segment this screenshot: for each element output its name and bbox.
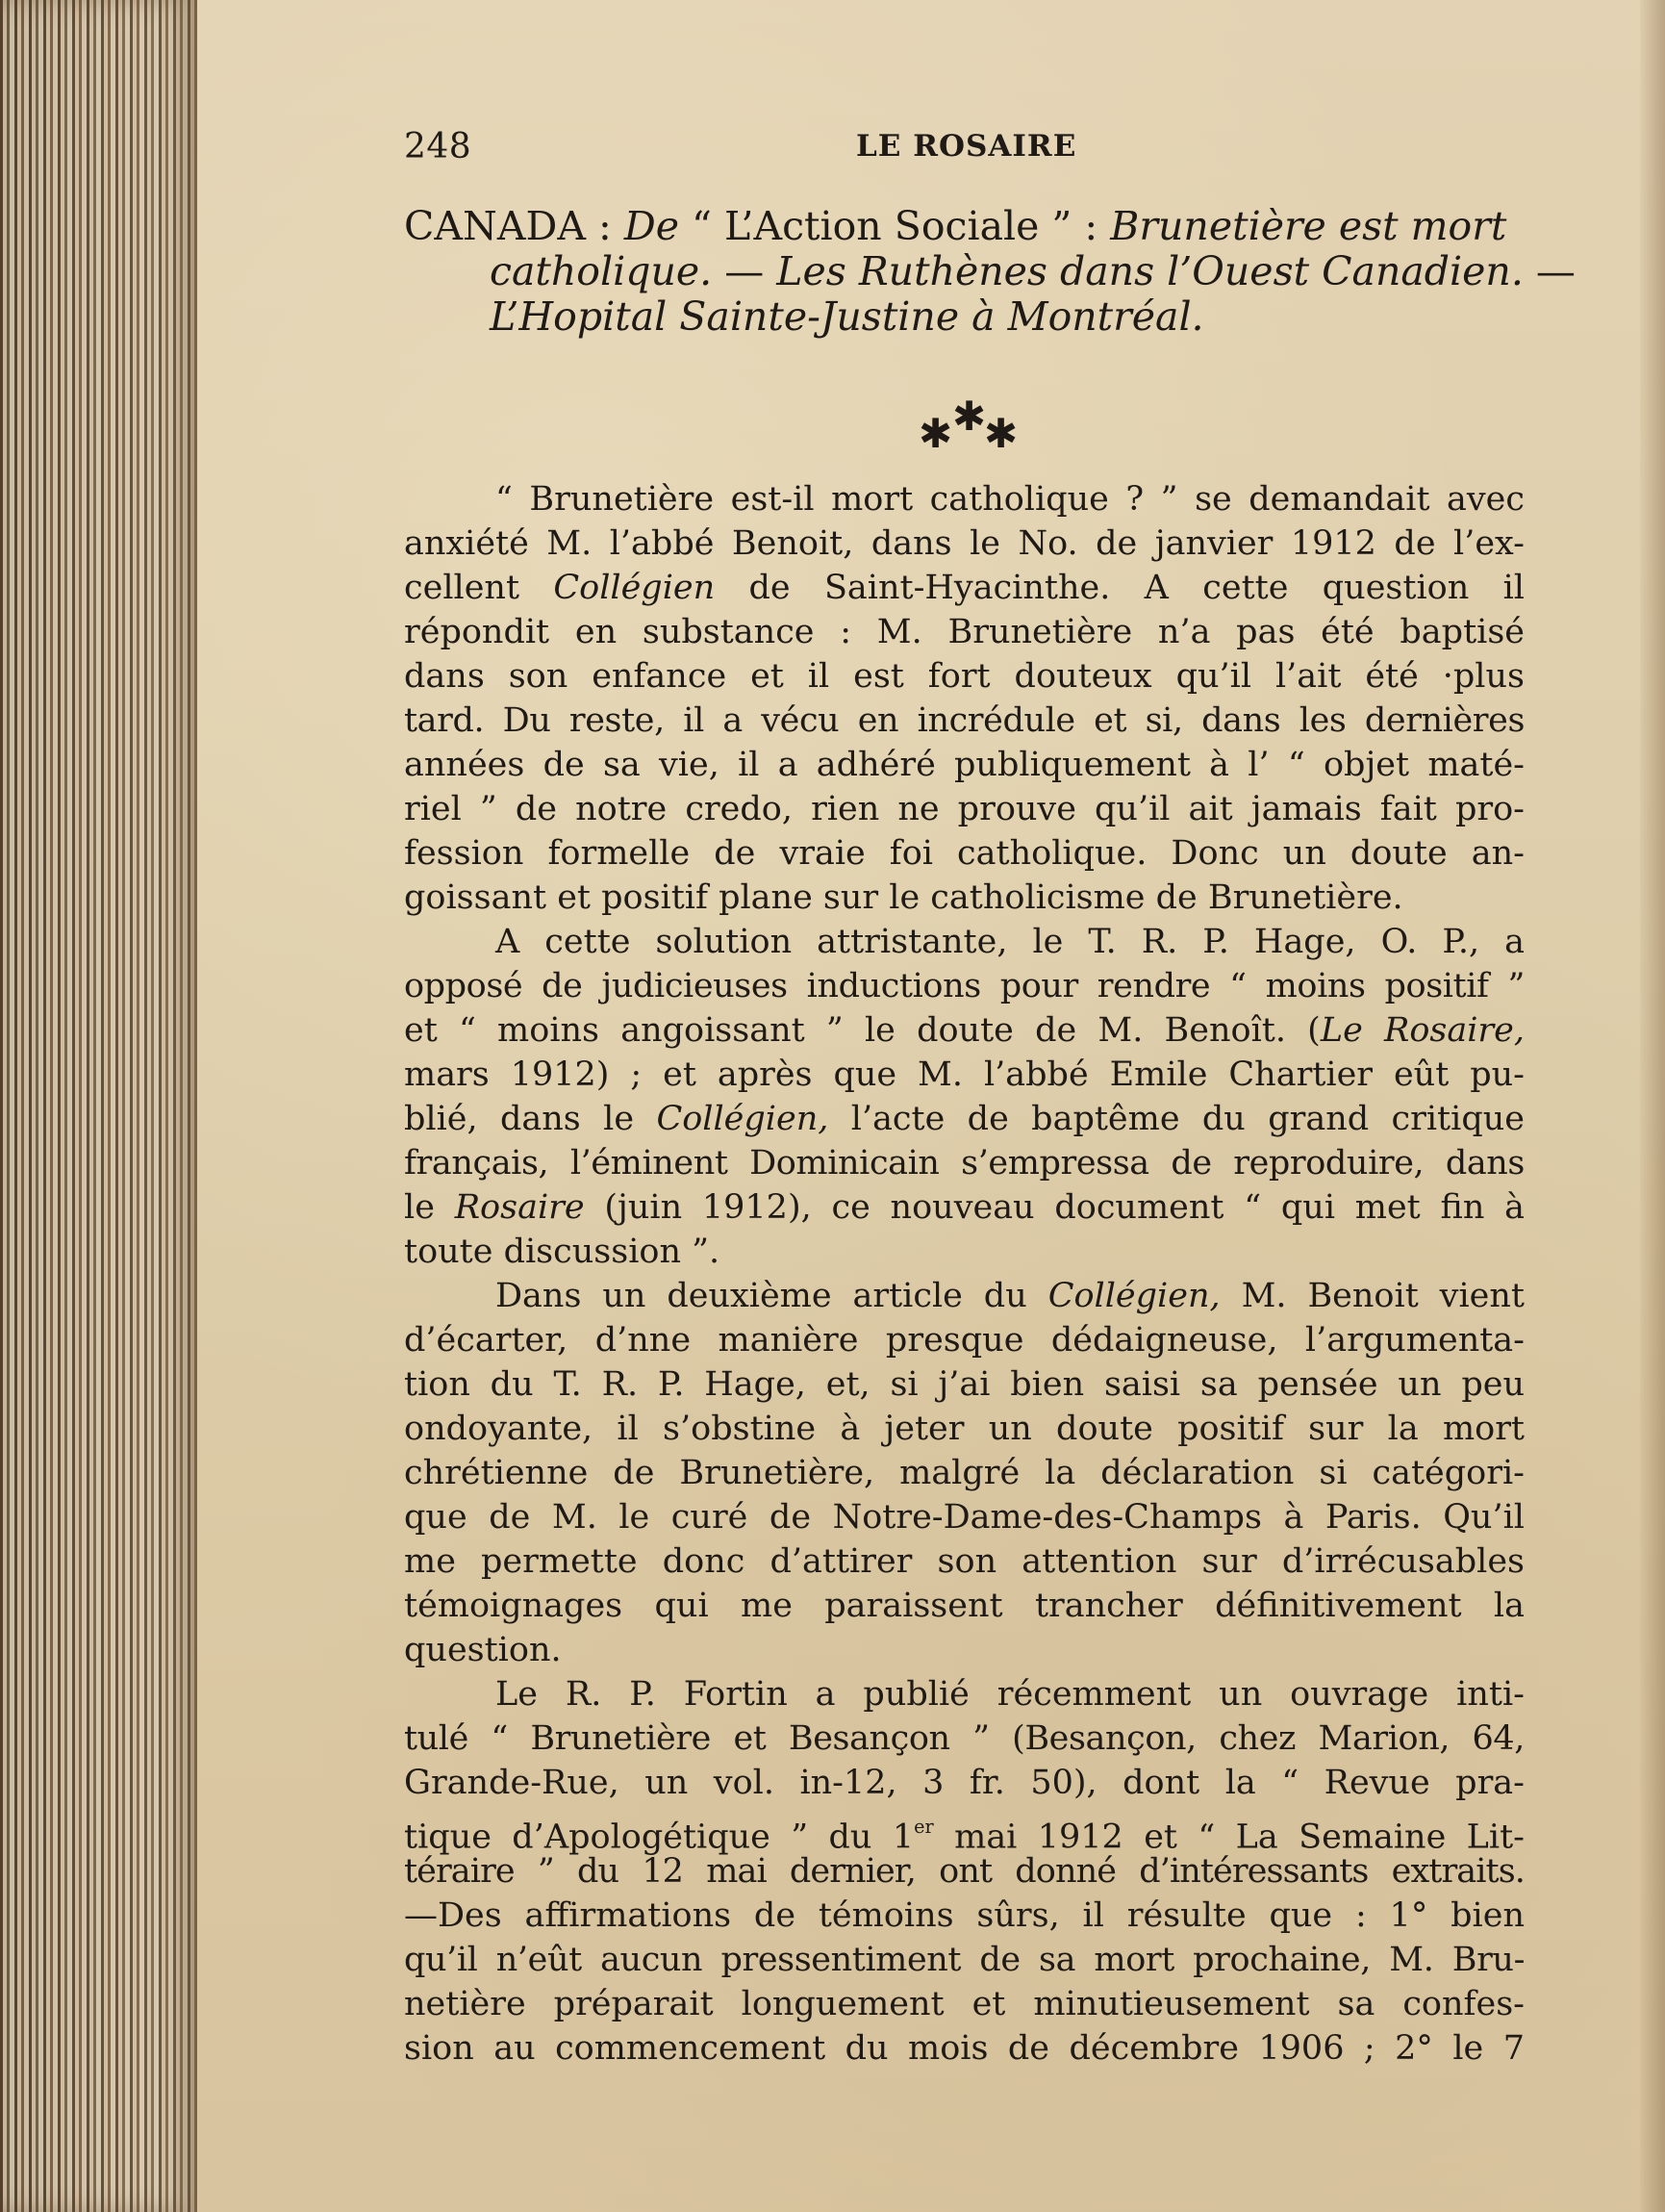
paragraph-1-line: tard. Du reste, il a vécu en incrédule et si, dans les dernières [404, 701, 1525, 740]
paragraph-4-line: Grande-Rue, un vol. in-12, 3 fr. 50), dont la “ Revue pra- [404, 1764, 1525, 1802]
paragraph-1-line-3-end: de Saint-Hyacinthe. A cette question il [748, 569, 1525, 607]
heading-title-1-part-b: catholique. [490, 248, 713, 294]
paragraph-2-line-3-start: et “ moins angoissant ” le doute de M. Benoît. ( [404, 1011, 1321, 1050]
paragraph-4-line [404, 1805, 1525, 1857]
paragraph-2-line: opposé de judicieuses inductions pour rendre “ moins positif ” [404, 967, 1525, 1005]
paragraph-3-line-1-start: Dans un deuxième article du [495, 1277, 1027, 1315]
paragraph-2-line: français, l’éminent Dominicain s’empressa de reproduire, dans [404, 1144, 1525, 1182]
page-number: 248 [404, 127, 472, 166]
paragraph-4-line: —Des affirmations de témoins sûrs, il résulte que : 1° bien [404, 1896, 1525, 1935]
paragraph-1-line: riel ” de notre credo, rien ne prouve qu’il ait jamais fait pro- [404, 790, 1525, 828]
heading-source: “ L’Action Sociale ” : [692, 203, 1098, 249]
collegien-title: Collégien, [1047, 1277, 1221, 1315]
paragraph-4-line-4-start: tique d’Apologétique ” du 1 [404, 1818, 915, 1857]
paragraph-4-line: sion au commencement du mois de décembre 1906 ; 2° le 7 [404, 2029, 1525, 2068]
paragraph-4-line: téraire ” du 12 mai dernier, ont donné d’intéressants extraits. [404, 1852, 1525, 1891]
heading-dash-1: — [724, 248, 765, 294]
rosaire-title: Le Rosaire, [1320, 1011, 1525, 1050]
paragraph-4-line: qu’il n’eût aucun pressentiment de sa mort prochaine, M. Bru- [404, 1941, 1525, 1979]
paragraph-1-line: répondit en substance : M. Brunetière n’a pas été baptisé [404, 613, 1525, 651]
heading-title-3: L’Hopital Sainte-Justine à Montréal. [490, 293, 1204, 340]
asterism-star-right: ✱ [984, 410, 1019, 457]
rosaire-title: Rosaire [454, 1188, 585, 1227]
paragraph-1-line: dans son enfance et il est fort douteux qu’il l’ait été ·plus [404, 657, 1525, 696]
paragraph-3-line: me permette donc d’attirer son attention sur d’irrécusables [404, 1542, 1525, 1581]
book-spine-edge [0, 0, 197, 2212]
superscript-er: er [914, 1816, 934, 1838]
paragraph-3-line-1-end: M. Benoit vient [1241, 1277, 1525, 1315]
asterism-separator [919, 393, 1019, 457]
paragraph-3-line: que de M. le curé de Notre-Dame-des-Champs à Paris. Qu’il [404, 1498, 1525, 1537]
journal-title: LE ROSAIRE [856, 129, 1077, 164]
paragraph-2-line [404, 1097, 1525, 1141]
paragraph-2-line: mars 1912) ; et après que M. l’abbé Emile Chartier eût pu- [404, 1055, 1525, 1094]
paragraph-1-line: anxiété M. l’abbé Benoit, dans le No. de janvier 1912 de l’ex- [404, 524, 1525, 563]
paragraph-3-line: question. [404, 1631, 562, 1669]
section-heading-line-3 [404, 294, 1529, 340]
asterism-star-left: ✱ [919, 410, 953, 457]
paragraph-4-line-4-end: mai 1912 et “ La Semaine Lit- [954, 1818, 1525, 1857]
paragraph-3-line: tion du T. R. P. Hage, et, si j’ai bien saisi sa pensée un peu [404, 1365, 1525, 1404]
paragraph-3-line: témoignages qui me paraissent trancher définitivement la [404, 1587, 1525, 1625]
section-heading-line-2 [404, 248, 1576, 294]
asterism-star-top: ✱ [952, 393, 987, 440]
paragraph-2-line-7-start: le [404, 1188, 435, 1227]
paragraph-1-line: années de sa vie, il a adhéré publiquement à l’ “ objet maté- [404, 746, 1525, 784]
paragraph-3-line: d’écarter, d’nne manière presque dédaigneuse, l’argumenta- [404, 1321, 1525, 1360]
paragraph-2-line: A cette solution attristante, le T. R. P. Hage, O. P., a [495, 923, 1525, 961]
article-body [404, 477, 1525, 2071]
paragraph-3-line: chrétienne de Brunetière, malgré la déclaration si catégori- [404, 1454, 1525, 1492]
running-header [404, 127, 1544, 173]
paragraph-1-line [404, 566, 1525, 610]
paragraph-3-line [404, 1274, 1525, 1318]
section-heading-line-1 [404, 204, 1529, 249]
paragraph-1-line: fession formelle de vraie foi catholique. Donc un doute an- [404, 834, 1525, 873]
collegien-title: Collégien [553, 569, 716, 607]
paragraph-2-line-5-end: l’acte de baptême du grand critique [850, 1100, 1525, 1138]
paragraph-1-line: “ Brunetière est-il mort catholique ? ” se demandait avec [495, 480, 1525, 519]
paragraph-1-line: goissant et positif plane sur le catholicisme de Brunetière. [404, 878, 1403, 917]
heading-dash-2: — [1535, 248, 1576, 294]
paragraph-2-line: toute discussion ”. [404, 1233, 720, 1271]
heading-title-2: Les Ruthènes dans l’Ouest Canadien. [776, 248, 1524, 294]
paragraph-3-line: ondoyante, il s’obstine à jeter un doute positif sur la mort [404, 1410, 1525, 1448]
paragraph-4-line: Le R. P. Fortin a publié récemment un ouvrage inti- [495, 1675, 1525, 1714]
paragraph-4-line: tulé “ Brunetière et Besançon ” (Besançon, chez Marion, 64, [404, 1719, 1525, 1758]
paragraph-4-line: netière préparait longuement et minutieusement sa confes- [404, 1985, 1525, 2023]
paragraph-2-line [404, 1008, 1525, 1053]
section-heading [404, 203, 1576, 340]
country-label: CANADA : [404, 203, 612, 249]
heading-title-1-part-a: Brunetière est mort [1110, 203, 1507, 249]
heading-intro: De [623, 203, 679, 249]
paragraph-2-line-5-start: blié, dans le [404, 1100, 635, 1138]
paragraph-2-line-7-end: (juin 1912), ce nouveau document “ qui met fin à [604, 1188, 1525, 1227]
paragraph-2-line [404, 1185, 1525, 1230]
paragraph-1-line-3-start: cellent [404, 569, 520, 607]
collegien-title: Collégien, [656, 1100, 829, 1138]
page-edge-shadow [1640, 0, 1665, 2212]
